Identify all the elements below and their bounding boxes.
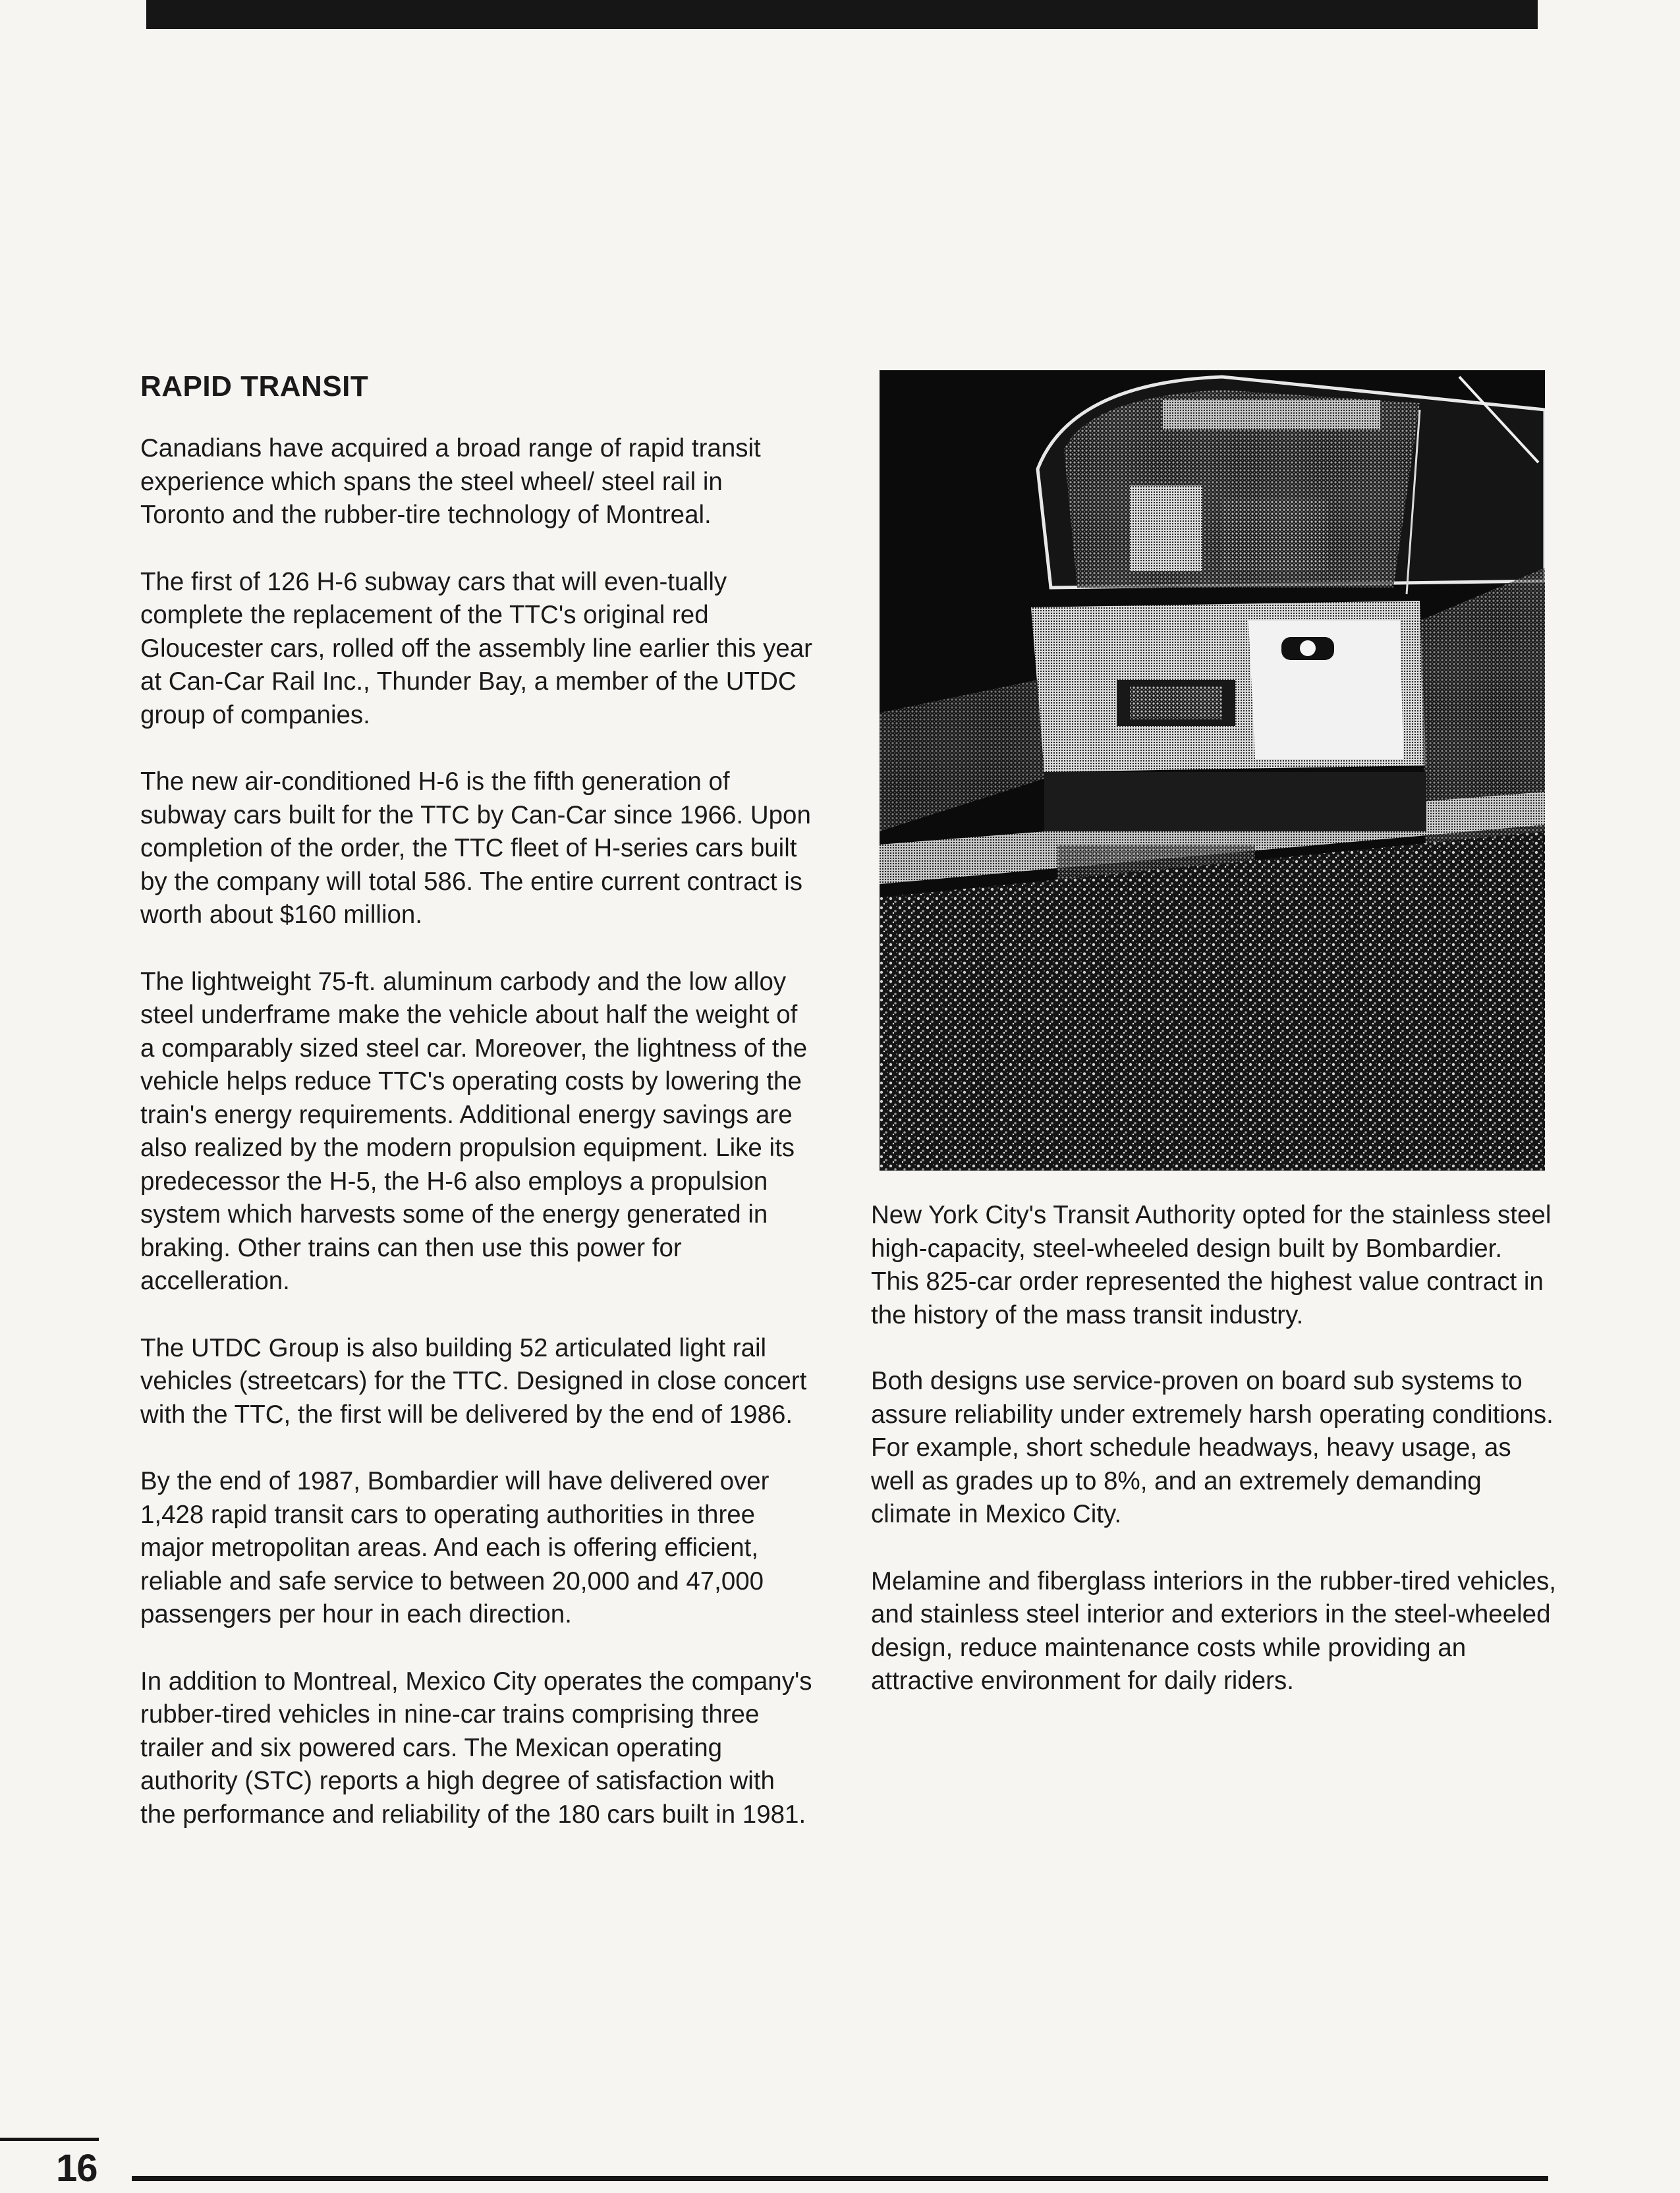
body-paragraph: The new air-conditioned H-6 is the fifth generation of subway cars built for the TTC by Can-Car since 1966. Upon completion of the order, the TTC fleet of H-series cars built by the company will total 586. The entire current contract is worth about $160 million. (140, 767, 811, 929)
photo-caption: New York City's Transit Authority opted for the stainless steel high-capacity, steel-wheeled design built by Bombardier. This 825-car order represented the highest value contract in the history of the mass transit industry. (871, 1201, 1552, 1329)
subway-train-photo (880, 370, 1545, 1171)
page-number-rule (0, 2138, 99, 2141)
body-paragraph: In addition to Montreal, Mexico City operates the company's rubber-tired vehicles in nine-car trains comprising three trailer and six powered cars. The Mexican operating authority (STC) reports a high degree of satisfaction with the performance and reliability of the 180 cars built in 1981. (140, 1667, 812, 1829)
body-paragraph: The first of 126 H-6 subway cars that will even-tually complete the replacement of the TTC's original red Gloucester cars, rolled off the assembly line earlier this year at Can-Car Rail Inc., Thunder Bay, a member of the UTDC group of companies. (140, 567, 812, 729)
body-paragraph: By the end of 1987, Bombardier will have delivered over 1,428 rapid transit cars to operating authorities in three major metropolitan areas. And each is offering efficient, reliable and safe service to between 20,000 and 47,000 passengers per hour in each direction. (140, 1467, 770, 1628)
bottom-black-rule (132, 2176, 1548, 2181)
page-number: 16 (56, 2147, 98, 2190)
top-black-bar (146, 0, 1538, 29)
body-paragraph: Canadians have acquired a broad range of rapid transit experience which spans the steel wheel/ steel rail in Toronto and the rubber-tire technology of Montreal. (140, 434, 761, 529)
right-column (871, 1199, 1556, 1732)
section-heading: RAPID TRANSIT (140, 370, 369, 403)
body-paragraph: The UTDC Group is also building 52 articulated light rail vehicles (streetcars) for the TTC. Designed in close concert with the TTC, the first will be delivered by the end of 1986. (140, 1333, 807, 1429)
body-paragraph: Melamine and fiberglass interiors in the rubber-tired vehicles, and stainless steel interior and exteriors in the steel-wheeled design, reduce maintenance costs while providing an attractive environment for daily riders. (871, 1567, 1556, 1695)
left-column (140, 370, 812, 1865)
body-paragraph: Both designs use service-proven on board sub systems to assure reliability under extremely harsh operating conditions. For example, short schedule headways, heavy usage, as well as grades up to 8%, and an extremely demanding climate in Mexico City. (871, 1367, 1554, 1528)
body-paragraph: The lightweight 75-ft. aluminum carbody and the low alloy steel underframe make the vehicle about half the weight of a comparably sized steel car. Moreover, the lightness of the vehicle helps reduce TTC's operating costs by lowering the train's energy requirements. Additional energy savings are also realized by the modern propulsion equipment. Like its predecessor the H-5, the H-6 also employs a propulsion system which harvests some of the energy generated in braking. Other trains can then use this power for accelleration. (140, 967, 808, 1295)
